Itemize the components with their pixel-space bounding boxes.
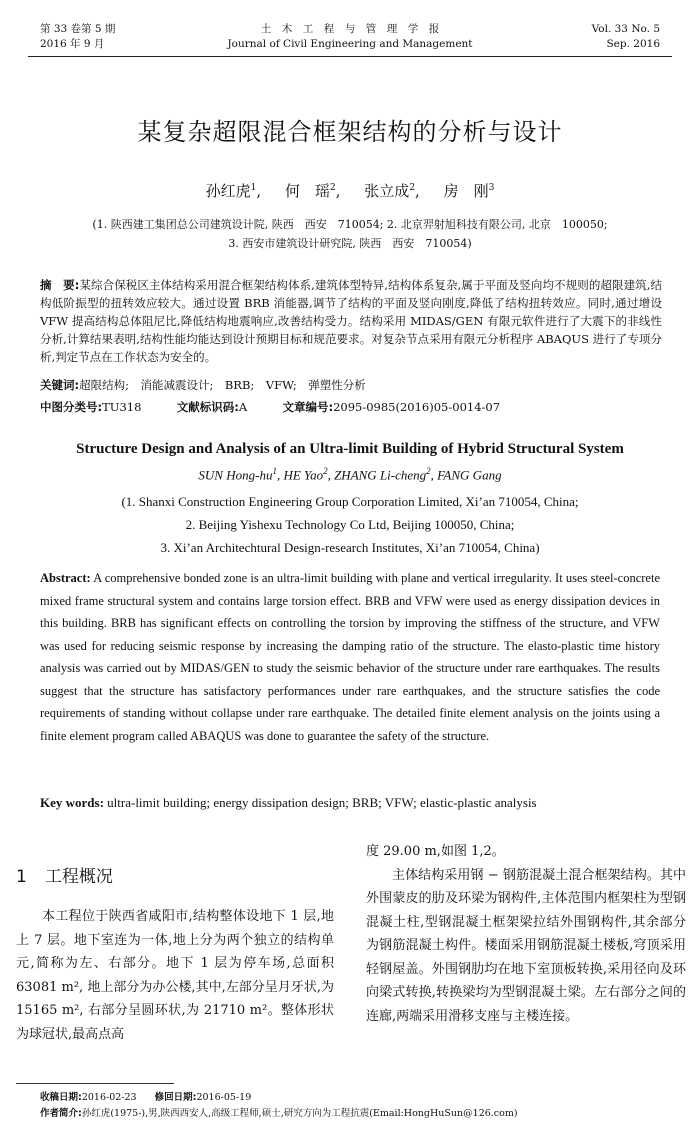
author-name: 何 瑶: [284, 182, 330, 200]
author-affil-mark: 2: [409, 183, 416, 193]
keywords-label-cn: 关键词:: [40, 378, 80, 392]
issue-date: 2016 年 9 月: [40, 38, 105, 50]
author-bio-text: 孙红虎(1975-),男,陕西西安人,高级工程师,硕士,研究方向为工程抗震(Email:HongHuSun@126.com): [81, 1108, 518, 1119]
keywords-label-en: Key words:: [40, 795, 104, 810]
affiliation-line: 2. Beijing Yishexu Technology Co Ltd, Beijing 100050, China;: [185, 517, 515, 532]
keywords-text-cn: 超限结构; 消能减震设计; BRB; VFW; 弹塑性分析: [79, 378, 366, 392]
author-name: 孙红虎: [205, 182, 251, 200]
footnote-author: [40, 1107, 670, 1121]
volume-issue-en: Vol. 33 No. 5: [591, 23, 660, 35]
author-list-en: SUN Hong-$hu^1$, HE Yao$^2$, ZHANG Li-cheng$^2$, FANG Gang: [198, 466, 502, 483]
received-label: 收稿日期:: [40, 1092, 82, 1103]
affiliations-en: [0, 490, 700, 559]
issue-date-en: Sep. 2016: [606, 38, 660, 50]
doc-code-value: A: [238, 400, 248, 414]
paper-title-cn: 某复杂超限混合框架结构的分析与设计: [137, 118, 563, 146]
journal-name-en: Journal of Civil Engineering and Management: [227, 38, 473, 50]
section-title: 工程概况: [44, 867, 113, 887]
author-affil-mark: 1: [272, 466, 277, 476]
section-number: 1: [16, 867, 27, 887]
author-name: HE Yao: [283, 467, 324, 483]
affiliation-line: 3. Xi’an Architechtural Design-research Institutes, Xi’an 710054, China): [160, 540, 540, 555]
abstract-label-en: Abstract:: [40, 571, 91, 585]
author-affil-mark: 1: [250, 183, 257, 193]
keywords-cn: [40, 376, 662, 394]
abstract-text-cn: 某综合保税区主体结构采用混合框架结构体系,建筑体型特异,结构体系复杂,属于平面及竖向均不规则的超限建筑,结构低阶振型的扭转效应较大。通过设置 BRB 消能器,调节了结构的平面及竖向刚度,降低了结构扭转效应。同时,通过增设 VFW 提高结构总体阻尼比,降低结构地震响应,改善结构受力。结构采用 MIDAS/GEN 有限元软件进行了大震下的非线性分析,计算结果表明,结构性能均能达到设计预期目标和规范要求。对复杂节点采用有限元分析程序 ABAQUS 进行了专项分析,判定节点在工作状态为安全的。: [40, 278, 662, 364]
author-affil-mark: 2: [329, 183, 336, 193]
body-paragraph-continuation: 度 29.00 m,如图 1,2。: [366, 844, 505, 859]
author-name: ZHANG Li-cheng: [334, 467, 427, 483]
header-rule: [28, 56, 672, 57]
keywords-text-en: ultra-limit building; energy dissipation design; BRB; VFW; elastic-plastic analysis: [107, 795, 537, 810]
body-paragraph: 本工程位于陕西省咸阳市,结构整体设地下 1 层,地上 7 层。地下室连为一体,地上分为两个独立的结构单元,简称为左、右部分。地下 1 层为停车场,总面积 63081 m², 地上部分为办公楼,其中,左部分呈月牙状,为 15165 m², 右部分呈圆环状,为 21710 m²。整体形状为球冠状,最高点高: [16, 909, 334, 1042]
volume-issue: 第 33 卷第 5 期: [40, 23, 116, 35]
abstract-cn: [40, 276, 662, 366]
revised-date: 2016-05-19: [196, 1092, 252, 1103]
classification-line: [40, 398, 662, 416]
author-name: 张立成: [364, 182, 410, 200]
body-column-right: [366, 840, 686, 1028]
author-bio-label: 作者简介:: [40, 1108, 82, 1119]
doc-code-label: 文献标识码:: [176, 400, 239, 414]
affiliation-line: 3. 西安市建筑设计研究院, 陕西 西安 710054): [228, 237, 472, 250]
author-name: FANG Gang: [437, 467, 502, 483]
author-name: 房 刚: [443, 182, 489, 200]
author-name: SUN Hong-hu: [198, 467, 273, 483]
affiliation-line: (1. Shanxi Construction Engineering Group Corporation Limited, Xi’an 710054, China;: [121, 494, 579, 509]
section-heading: [16, 862, 113, 887]
affiliations-cn: [30, 215, 670, 253]
affiliation-line: (1. 陕西建工集团总公司建筑设计院, 陕西 西安 710054; 2. 北京羿射旭科技有限公司, 北京 100050;: [92, 218, 608, 231]
paper-title-en: Structure Design and Analysis of an Ultra-limit Building of Hybrid Structural System: [76, 441, 624, 457]
author-affil-mark: 2: [426, 466, 431, 476]
journal-name-cn: 土 木 工 程 与 管 理 学 报: [260, 23, 440, 35]
footnote-dates: [40, 1091, 670, 1105]
body-column-left: [16, 905, 334, 1046]
journal-volume-info-en: [592, 22, 660, 52]
article-number-label: 文章编号:: [282, 400, 334, 414]
clc-value: TU318: [102, 400, 142, 414]
abstract-en: [40, 567, 660, 747]
abstract-label-cn: 摘 要:: [40, 278, 80, 292]
received-date: 2016-02-23: [81, 1092, 137, 1103]
revised-label: 修回日期:: [154, 1092, 197, 1103]
abstract-text-en: A comprehensive bonded zone is an ultra-limit building with plane and vertical irregularity. It uses steel-concrete mixed frame structural system and contains large torsion effect. BRB and VFW were used as energy dissipation devices in this building. BRB has significant effects on controlling the torsion by improving the stiffness of the structure, and VFW was used for reducing seismic response by increasing the damping ratio of the structure. The elasto-plastic time history analysis was carried out by MIDAS/GEN to study the seismic behavior of the structure under rare earthquakes. The results suggest that the structure has satisfactory performances under rare earthquakes, and the structure satisfies the code requirements of standing without collapse under rare earthquake. The detailed finite element analysis on the joints using a finite element program called ABAQUS was done to guarantee the safety of the structure.: [40, 571, 660, 743]
author-list-cn: 孙红虎$^1$, 何 瑶$^2$, 张立成$^2$, 房 刚$^3$: [205, 182, 495, 200]
body-paragraph: 主体结构采用钢 − 钢筋混凝土混合框架结构。其中外围蒙皮的肋及环梁为钢构件,主体范围内框架柱为型钢混凝土柱,型钢混凝土框架梁拉结外围钢构件,其余部分为钢筋混凝土构件。楼面采用钢筋混凝土楼板,穹顶采用轻钢屋盖。外围钢肋均在地下室顶板转换,采用径向及环向梁式转换,转换梁均为型钢混凝土梁。左右部分之间的连廊,两端采用滑移支座与主楼连接。: [366, 867, 686, 1024]
clc-label: 中图分类号:: [40, 400, 103, 414]
article-number-value: 2095-0985(2016)05-0014-07: [333, 400, 501, 414]
keywords-en: [40, 795, 660, 811]
author-affil-mark: 2: [323, 466, 328, 476]
footnote-rule: [16, 1083, 174, 1084]
author-affil-mark: 3: [488, 183, 495, 193]
